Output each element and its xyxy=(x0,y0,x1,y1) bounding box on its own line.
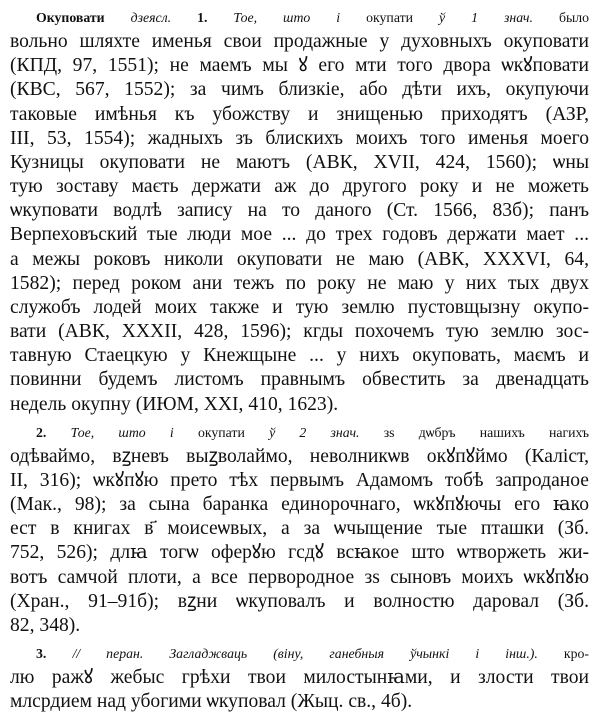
text-line: ѡкуповати водлѣ запису на то даного (Ст. 1566, 83б); панъ xyxy=(10,200,589,222)
sense-definition: // перан. Загладжваць (віну, ганебныя ўчынкі і інш.). xyxy=(72,646,538,662)
text-line: млсрдием над убогими ѡкуповал (Жыц. св., 4б). xyxy=(10,691,413,713)
cross-ref-sense: ў 2 знач. xyxy=(269,424,360,440)
line-tail: зs дѡбръ нашихъ нагихъ xyxy=(383,424,590,440)
text-line: (Мак., 98); за сына баранка единорочнаго, ѡкꙋпꙋючы его ꙗко xyxy=(10,494,589,516)
sense-number: 1. xyxy=(197,10,208,25)
dictionary-entry-sense-3 xyxy=(10,642,589,714)
cross-ref-word: окупати xyxy=(366,10,413,25)
text-line: ест в книгах в҃ моисеѡвых, а за ѡчыщение тые пташки (Зб. xyxy=(10,518,589,540)
cross-ref-sense: ў 1 знач. xyxy=(438,10,533,25)
sense-number: 3. xyxy=(36,646,47,662)
dictionary-entry-sense-1 xyxy=(10,6,589,417)
text-line: III, 53, 1554); жадныхъ зъ блискихъ моихъ того именья моего xyxy=(10,127,589,149)
text-line: Верпеховъский тые люди мое ... до трех годовъ держати мает ... xyxy=(10,224,589,246)
sense-3-first-line xyxy=(10,642,589,666)
text-line: недель окупну (ИЮМ, XXI, 410, 1623). xyxy=(10,393,339,415)
sense-definition: Тое, што і xyxy=(233,10,341,25)
entry-first-line xyxy=(10,6,589,30)
text-line: лю ражꙋ жебыс грѣхи твои милостынꙗми, и злости твои xyxy=(10,667,589,689)
sense-2-first-line xyxy=(10,421,589,445)
text-line: повинни будемъ листомъ правнымъ обвестить за двенадцать xyxy=(10,369,589,391)
text-line: тавную Стаецкую у Кнежщыне ... у нихъ окуповать, маємъ и xyxy=(10,345,589,367)
line-tail: кро- xyxy=(563,646,590,662)
sense-number: 2. xyxy=(36,424,47,440)
text-line: Кузницы окуповати не маютъ (АВК, XVII, 424, 1560); ѡны xyxy=(10,151,589,173)
text-line: вольно шляхте именья свои продажные у духовныхъ окуповати xyxy=(10,31,589,53)
text-line: а межы роковъ николи окуповати не маю (АВК, XXXVI, 64, xyxy=(10,248,589,270)
text-line: вотъ самчой плоти, а все первородное зs сыновъ моихъ ѡкꙋпꙋю xyxy=(10,566,589,588)
text-line: (КВС, 567, 1552); за чимъ близкіе, або дѣти ихъ, окупуючи xyxy=(10,79,589,101)
text-line: 1582); перед роком ани тежъ по року не маю у них тых двух xyxy=(10,272,589,294)
part-of-speech: дзеясл. xyxy=(130,10,172,25)
text-line: (КПД, 97, 1551); не маемъ мы ꙋ его мти того двора ѡкꙋповати xyxy=(10,55,589,77)
text-line: II, 316); ѡкꙋпꙋю прето тѣх первымъ Адамомъ тобѣ запроданое xyxy=(10,469,589,491)
text-line: (Хран., 91–91б); вꙁни ѡкуповалъ и волностю даровал (Зб. xyxy=(10,590,589,612)
sense-definition: Тое, што і xyxy=(70,424,174,440)
line-tail: было xyxy=(558,10,590,25)
text-line: служобъ лодей моих также и тую землю пустовщызну окупо- xyxy=(10,296,589,318)
text-line: 82, 348). xyxy=(10,614,81,636)
text-line: одѣваймо, вꙁневъ выꙁволаймо, неволникѡв окꙋпꙋймо (Каліст, xyxy=(10,445,589,467)
cross-ref-word: окупати xyxy=(197,424,245,440)
text-line: тую зоставу маєть держати аж до другого року и не можеть xyxy=(10,176,589,198)
dictionary-entry-sense-2 xyxy=(10,421,589,638)
headword: Окуповати xyxy=(36,10,105,25)
text-line: 752, 526); длꙗ тогѡ оферꙋю гсдꙋ всꙗкое што ѡтворжеть жи- xyxy=(10,542,589,564)
text-line: таковые имѣнья къ убожству и знищенью приходятъ (АЗР, xyxy=(10,103,589,125)
text-line: вати (АВК, XXXII, 428, 1596); кгды похочемъ тую землю зос- xyxy=(10,321,589,343)
